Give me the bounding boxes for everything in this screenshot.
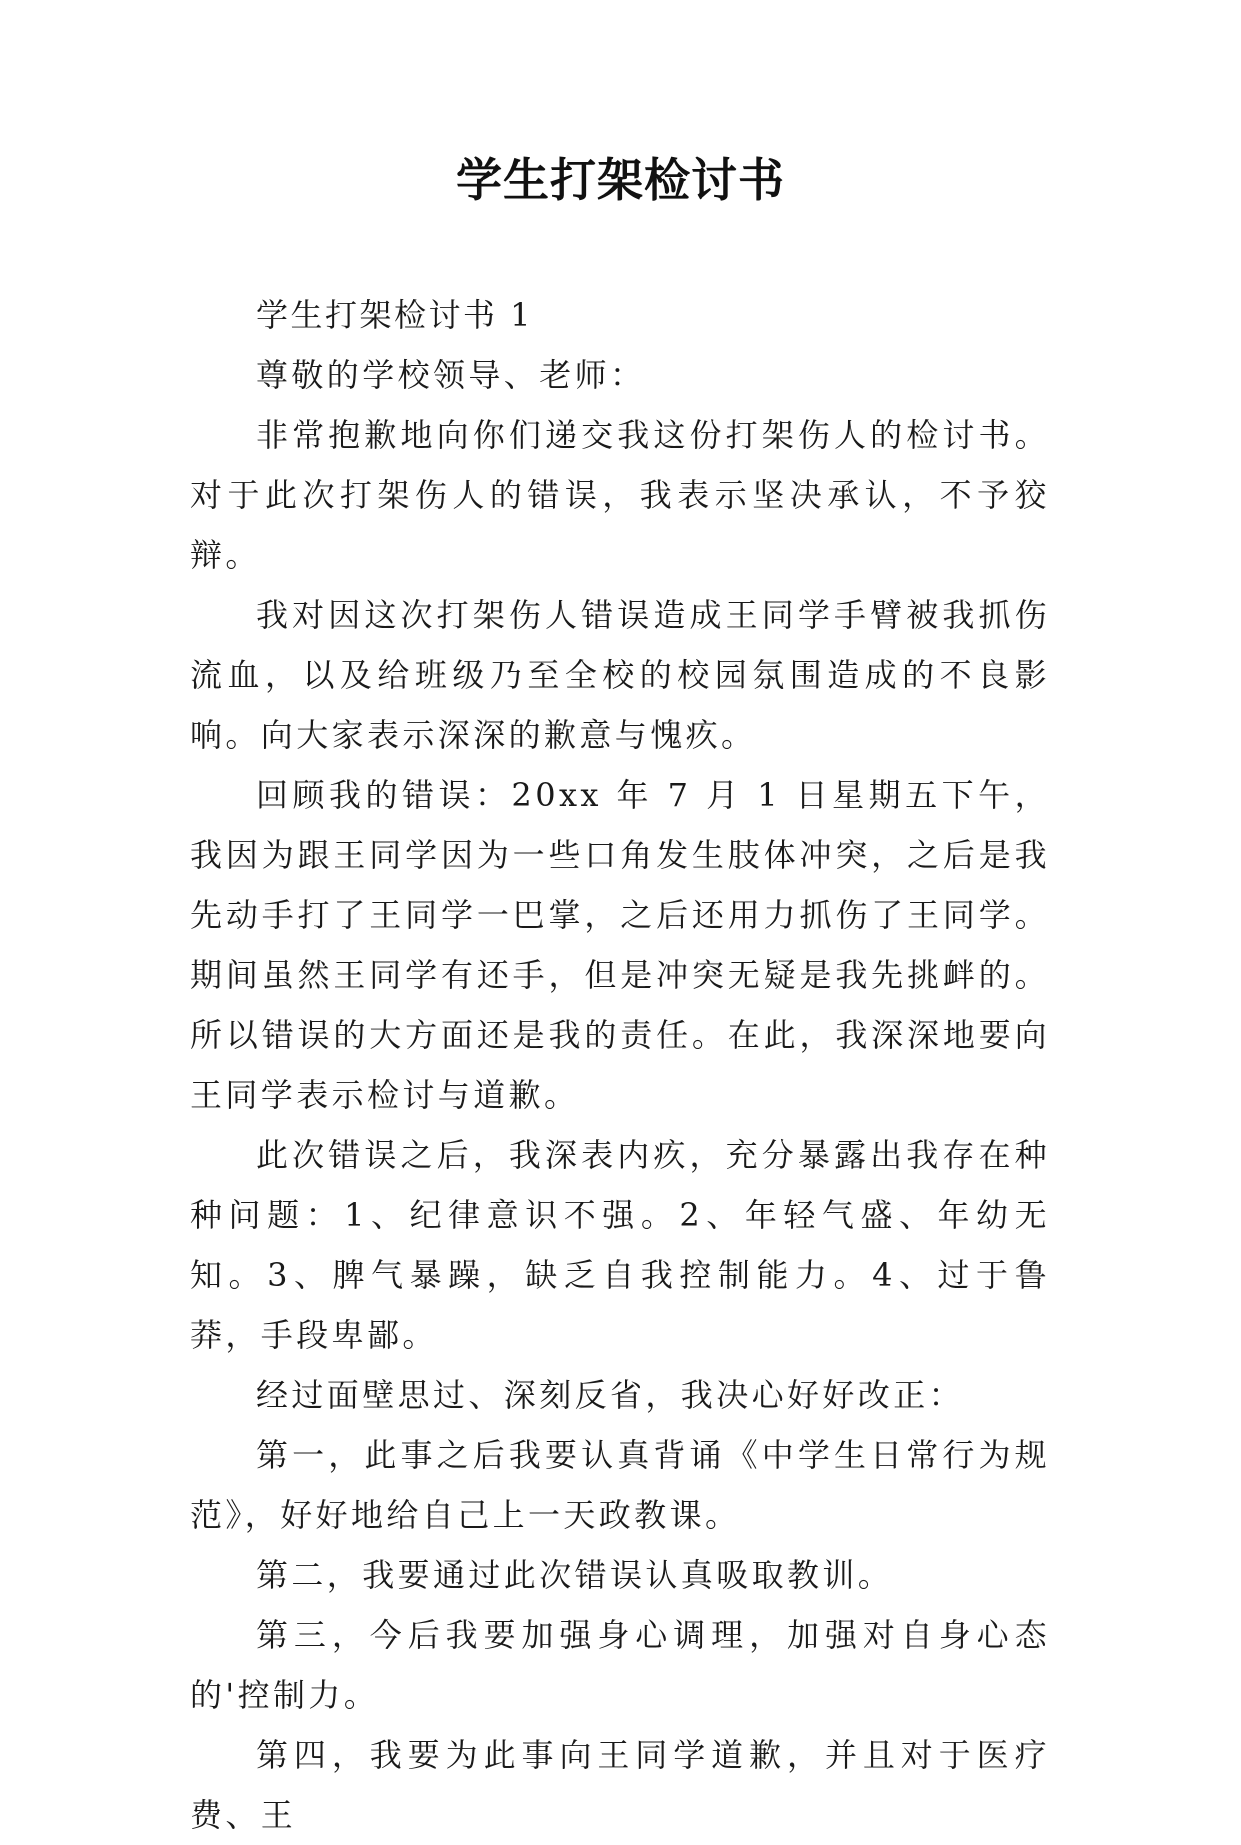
section-heading: 学生打架检讨书 1 bbox=[256, 296, 534, 334]
body-paragraph: 第三，今后我要加强身心调理，加强对自身心态的'控制力。 bbox=[190, 1616, 1050, 1714]
body-paragraph: 我对因这次打架伤人错误造成王同学手臂被我抓伤流血，以及给班级乃至全校的校园氛围造成的不良影响。向大家表示深深的歉意与愧疚。 bbox=[190, 596, 1050, 754]
body-paragraph: 第一，此事之后我要认真背诵《中学生日常行为规范》，好好地给自己上一天政教课。 bbox=[190, 1436, 1050, 1534]
body-paragraph: 此次错误之后，我深表内疚，充分暴露出我存在种种问题：1、纪律意识不强。2、年轻气盛、年幼无知。3、脾气暴躁，缺乏自我控制能力。4、过于鲁莽，手段卑鄙。 bbox=[190, 1136, 1050, 1354]
document-body bbox=[190, 285, 1050, 1845]
body-paragraph: 第四，我要为此事向王同学道歉，并且对于医疗费、王 bbox=[190, 1736, 1050, 1834]
body-paragraph: 回顾我的错误：20xx 年 7 月 1 日星期五下午，我因为跟王同学因为一些口角发生肢体冲突，之后是我先动手打了王同学一巴掌，之后还用力抓伤了王同学。期间虽然王同学有还手，但是冲突无疑是我先挑衅的。所以错误的大方面还是我的责任。在此，我深深地要向王同学表示检讨与道歉。 bbox=[190, 776, 1050, 1114]
document-title: 学生打架检讨书 bbox=[456, 153, 785, 207]
salutation: 尊敬的学校领导、老师： bbox=[256, 356, 646, 394]
body-paragraph: 第二，我要通过此次错误认真吸取教训。 bbox=[256, 1556, 894, 1594]
body-paragraph: 经过面壁思过、深刻反省，我决心好好改正： bbox=[256, 1376, 965, 1414]
body-paragraph: 非常抱歉地向你们递交我这份打架伤人的检讨书。对于此次打架伤人的错误，我表示坚决承认，不予狡辩。 bbox=[190, 416, 1050, 574]
